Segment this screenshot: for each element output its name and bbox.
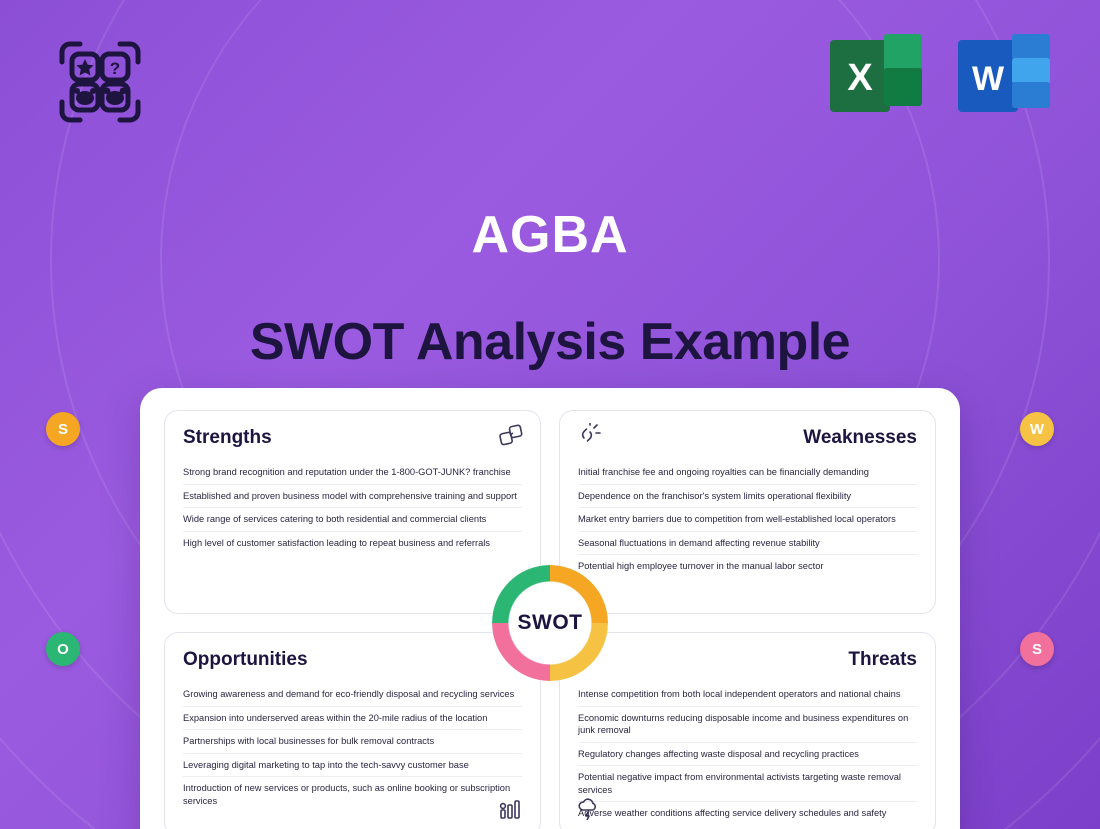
- list-item: Expansion into underserved areas within the 20-mile radius of the location: [183, 707, 522, 731]
- swot-grid: [164, 410, 936, 829]
- svg-text:W: W: [971, 60, 1005, 98]
- quadrant-list: [183, 683, 522, 812]
- list-item: Adverse weather conditions affecting service delivery schedules and safety: [578, 808, 887, 819]
- excel-icon[interactable]: [828, 32, 924, 120]
- quadrant-title: Threats: [848, 649, 917, 670]
- badge-threats: S: [1020, 632, 1054, 666]
- quadrant-opportunities: [164, 632, 541, 829]
- list-item: Leveraging digital marketing to tap into the tech-savvy customer base: [183, 754, 522, 778]
- page-title: SWOT Analysis Example: [249, 313, 851, 371]
- quadrant-threats: [559, 632, 936, 829]
- badge-strengths: S: [46, 412, 80, 446]
- list-item: Dependence on the franchisor's system limits operational flexibility: [578, 485, 917, 509]
- badge-weaknesses: W: [1020, 412, 1054, 446]
- list-item: Intense competition from both local independent operators and national chains: [578, 683, 917, 707]
- quadrant-list: [578, 683, 917, 825]
- puzzle-icon: [498, 423, 524, 452]
- list-item: Strong brand recognition and reputation under the 1-800-GOT-JUNK? franchise: [183, 461, 522, 485]
- storm-cloud-icon: [576, 796, 602, 825]
- list-item: Potential negative impact from environmental activists targeting waste removal services: [578, 766, 917, 802]
- quadrant-title: Opportunities: [183, 649, 308, 670]
- quadrant-strengths: [164, 410, 541, 614]
- word-icon[interactable]: [956, 32, 1052, 120]
- badge-opportunities: O: [46, 632, 80, 666]
- swot-center-label: SWOT: [517, 611, 583, 634]
- agba-pet-logo: [52, 36, 148, 128]
- list-item: Seasonal fluctuations in demand affecting revenue stability: [578, 532, 917, 556]
- quadrant-weaknesses: [559, 410, 936, 614]
- broken-link-icon: [576, 423, 602, 452]
- bar-chart-icon: [498, 798, 524, 825]
- list-item: Established and proven business model with comprehensive training and support: [183, 485, 522, 509]
- list-item: Wide range of services catering to both residential and commercial clients: [183, 508, 522, 532]
- list-item: Introduction of new services or products, such as online booking or subscription services: [183, 783, 511, 806]
- svg-text:X: X: [847, 57, 873, 99]
- quadrant-list: [578, 461, 917, 578]
- swot-center-dial: [492, 565, 608, 681]
- swot-card: [140, 388, 960, 829]
- list-item: Growing awareness and demand for eco-friendly disposal and recycling services: [183, 683, 522, 707]
- list-item: Partnerships with local businesses for bulk removal contracts: [183, 730, 522, 754]
- list-item: Regulatory changes affecting waste disposal and recycling practices: [578, 743, 917, 767]
- list-item: Economic downturns reducing disposable income and business expenditures on junk removal: [578, 707, 917, 743]
- list-item: Market entry barriers due to competition from well-established local operators: [578, 508, 917, 532]
- list-item: High level of customer satisfaction leading to repeat business and referrals: [183, 537, 490, 548]
- quadrant-title: Strengths: [183, 427, 272, 448]
- list-item: Initial franchise fee and ongoing royalties can be financially demanding: [578, 461, 917, 485]
- export-format-icons: [828, 32, 1052, 120]
- quadrant-list: [183, 461, 522, 554]
- list-item: Potential high employee turnover in the manual labor sector: [578, 561, 824, 572]
- brand-title: AGBA: [471, 206, 629, 264]
- svg-text:?: ?: [109, 59, 121, 78]
- quadrant-title: Weaknesses: [803, 427, 917, 448]
